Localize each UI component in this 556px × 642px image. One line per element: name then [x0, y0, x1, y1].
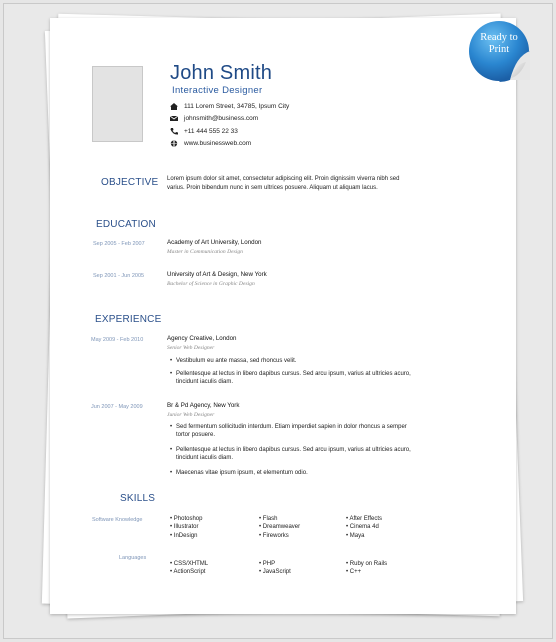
- globe-icon: [170, 140, 178, 147]
- contact-address: 111 Lorem Street, 34785, Ipsum City: [170, 100, 289, 113]
- resume-title: Interactive Designer: [172, 85, 263, 96]
- education-item: University of Art & Design, New York Bachelor of Science in Graphic Design: [167, 271, 267, 287]
- experience-dates: Jun 2007 - May 2009: [91, 404, 143, 410]
- experience-item: Agency Creative, London Senior Web Designer: [167, 335, 237, 351]
- skill-column: [170, 515, 202, 540]
- experience-bullet: • Vestibulum eu ante massa, sed rhoncus velit.: [170, 358, 297, 364]
- skill-item: • PHP: [259, 561, 276, 567]
- objective-text: Lorem ipsum dolor sit amet, consectetur adipiscing elit. Proin dignissim viverra nibh sed varius. Proin bibendum nunc in sem ultrices posuere. Aliquam ut aliquam lacus.: [167, 176, 400, 191]
- experience-bullet: • Pellentesque at lectus in libero dapibus cursus. Sed arcu ipsum, varius at ultricies acuro, tincidunt iaculis diam.: [170, 371, 411, 386]
- experience-dates: May 2009 - Feb 2010: [91, 337, 144, 343]
- contact-phone: +11 444 555 22 33: [170, 125, 289, 138]
- phone-icon: [170, 128, 178, 135]
- resume-page: [50, 18, 516, 614]
- email-icon: [170, 115, 178, 122]
- skill-item: • Fireworks: [259, 532, 289, 539]
- skill-column: [346, 515, 382, 540]
- contact-website: www.businessweb.com: [170, 138, 289, 151]
- skill-item: • Photoshop: [170, 516, 203, 522]
- home-icon: [170, 103, 178, 110]
- experience-bullet: • Sed fermentum sollicitudin interdum. Etiam imperdiet sapien in dolor rhoncus a semper tortor posuere.: [170, 424, 407, 439]
- contact-email: johnsmith@business.com: [170, 113, 289, 126]
- skill-column: [346, 560, 387, 577]
- experience-bullet: • Maecenas vitae ipsum ipsum, et elementum odio.: [170, 470, 308, 476]
- skill-item: • Flash: [259, 516, 278, 522]
- education-dates: Sep 2005 - Feb 2007: [93, 241, 145, 247]
- objective-heading: OBJECTIVE: [101, 177, 159, 188]
- skill-item: • C++: [346, 569, 362, 576]
- resume-name: John Smith: [170, 62, 273, 84]
- education-heading: EDUCATION: [96, 219, 156, 230]
- experience-item: Br & Pd Agency, New York Junior Web Designer: [167, 402, 240, 418]
- education-item: Academy of Art University, London Master in Communication Design: [167, 239, 262, 255]
- profile-photo-placeholder: [92, 66, 143, 142]
- skills-heading: SKILLS: [120, 493, 156, 504]
- ready-to-print-badge: Ready to Print: [466, 18, 532, 84]
- skill-item: • Illustrator: [170, 524, 199, 531]
- skill-item: • Ruby on Rails: [346, 561, 388, 567]
- contact-info: [170, 100, 289, 150]
- skill-item: • InDesign: [170, 532, 198, 539]
- skill-column: [259, 560, 291, 577]
- experience-bullet: • Pellentesque at lectus in libero dapibus cursus. Sed arcu ipsum, varius at ultricies acuro, tincidunt iaculis diam.: [170, 447, 411, 462]
- skill-item: • Dreamweaver: [259, 524, 301, 531]
- skill-item: • CSS/XHTML: [170, 561, 209, 567]
- experience-heading: EXPERIENCE: [95, 314, 162, 325]
- skill-item: • ActionScript: [170, 569, 206, 576]
- languages-label: Languages: [119, 555, 147, 561]
- skill-item: • After Effects: [346, 516, 383, 522]
- skill-item: • Maya: [346, 532, 365, 539]
- software-knowledge-label: Software Knowledge: [92, 517, 143, 523]
- skill-column: [259, 515, 300, 540]
- skill-item: • Cinema 4d: [346, 524, 379, 531]
- skill-item: • JavaScript: [259, 569, 291, 576]
- skill-column: [170, 560, 208, 577]
- education-dates: Sep 2001 - Jun 2005: [93, 273, 145, 279]
